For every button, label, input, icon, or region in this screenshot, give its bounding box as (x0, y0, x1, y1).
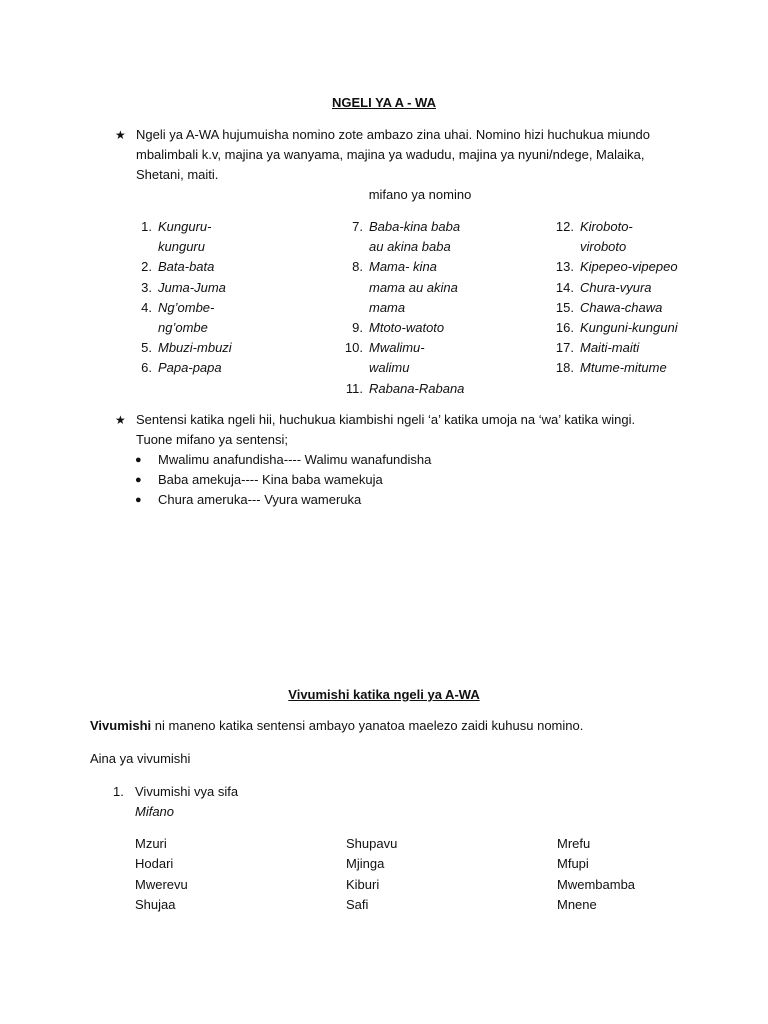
definition-paragraph (90, 716, 583, 736)
noun-example-line: viroboto (580, 239, 627, 255)
noun-example-line: Mtoto-watoto (369, 320, 445, 336)
noun-example (580, 217, 633, 257)
noun-example-line: Ng’ombe- (158, 299, 215, 315)
noun-example-line: Baba-kina baba (369, 219, 461, 234)
list-number: 2. (141, 259, 152, 275)
list-item: Hodari (135, 856, 174, 872)
list-item (336, 338, 464, 378)
list-item (336, 379, 464, 399)
noun-column-2 (336, 217, 464, 399)
section-title: Vivumishi katika ngeli ya A-WA (288, 687, 480, 702)
intro-text: Ngeli ya A-WA hujumuisha nomino zote ambazo zina uhai. Nomino hizi huchukua miundo mbalimbali k.v, majina ya wanyama, majina ya wadudu, majina ya nyuni/ndege, Malaika, Shetani, maiti. (136, 127, 651, 182)
list-item (127, 257, 232, 277)
list-item (135, 450, 431, 470)
noun-example (580, 257, 678, 277)
list-item (127, 298, 232, 338)
noun-example-line: Mtume-mitume (580, 360, 667, 376)
list-item (336, 318, 464, 338)
list-item (127, 338, 232, 358)
noun-example (158, 257, 214, 277)
list-label: Vivumishi vya sifa (135, 784, 239, 799)
sentence-list (135, 450, 431, 510)
noun-column-3 (547, 217, 678, 379)
list-item (135, 470, 431, 490)
list-number: 13. (555, 259, 574, 275)
noun-example (580, 298, 662, 318)
noun-example (369, 257, 458, 318)
list-number: 5. (141, 340, 152, 356)
noun-example-line: Chawa-chawa (580, 299, 663, 315)
list-item (336, 257, 464, 318)
types-heading: Aina ya vivumishi (90, 751, 191, 766)
bullet-dot-icon: ● (135, 474, 142, 486)
sentence-text: Mwalimu anafundisha---- Walimu wanafundisha (158, 452, 432, 467)
adjective-column-2 (346, 834, 397, 915)
list-number: 18. (555, 360, 574, 376)
noun-example (158, 217, 211, 257)
adjective-column-3 (557, 834, 635, 915)
list-number: 4. (141, 299, 152, 315)
list-item (127, 278, 232, 298)
noun-example-line: mama au akina (369, 279, 458, 295)
noun-example-line: Kunguru- (158, 219, 212, 234)
noun-example (580, 358, 667, 378)
list-item: Shupavu (346, 836, 398, 851)
list-item: Shujaa (135, 896, 176, 912)
list-item: Mnene (557, 896, 597, 912)
list-item: Mwembamba (557, 876, 636, 892)
sentences-paragraph (115, 410, 655, 450)
list-item (336, 217, 464, 257)
list-item (547, 278, 678, 298)
section-title: NGELI YA A - WA (331, 95, 436, 110)
list-item: Mfupi (557, 856, 589, 872)
definition-term: Vivumishi (90, 718, 152, 733)
noun-example-line: Mwalimu- (369, 340, 425, 356)
list-number: 11. (345, 380, 363, 396)
list-item: Safi (346, 896, 369, 912)
bullet-dot-icon: ● (135, 454, 142, 466)
examples-label: Mifano (135, 804, 175, 819)
list-item (547, 318, 678, 338)
list-number: 1. (113, 784, 124, 799)
noun-example (369, 379, 464, 399)
list-number: 10. (344, 340, 363, 356)
noun-example (580, 338, 639, 358)
examples-caption: mifano ya nomino (368, 187, 472, 202)
list-number: 12. (555, 219, 574, 234)
noun-example-line: Bata-bata (158, 259, 215, 275)
list-number: 7. (352, 219, 363, 234)
list-item: Mjinga (346, 856, 385, 872)
noun-example-line: Papa-papa (158, 360, 222, 376)
list-number: 3. (141, 279, 152, 295)
noun-example (580, 278, 652, 298)
noun-example (158, 358, 222, 378)
noun-example-line: mama (369, 299, 406, 315)
noun-example-line: Chura-vyura (580, 279, 652, 295)
sentence-text: Chura ameruka--- Vyura wameruka (158, 492, 362, 507)
noun-example-line: au akina baba (369, 239, 451, 255)
list-item: Mwerevu (135, 876, 188, 892)
star-bullet-icon: ★ (115, 413, 126, 427)
noun-example-line: kunguru (158, 239, 205, 255)
list-number: 9. (352, 320, 363, 336)
list-item (547, 298, 678, 318)
noun-example (158, 338, 232, 358)
list-item (547, 338, 678, 358)
adjective-column-1 (135, 834, 188, 915)
noun-example-line: ng’ombe (158, 320, 208, 336)
list-item (135, 490, 431, 510)
list-item (127, 217, 232, 257)
noun-example-line: Kiroboto- (580, 219, 633, 234)
list-item (547, 358, 678, 378)
list-number: 16. (555, 320, 574, 336)
noun-example-line: Kipepeo-vipepeo (580, 259, 678, 275)
intro-paragraph (115, 125, 655, 185)
sentence-text: Baba amekuja---- Kina baba wamekuja (158, 472, 383, 487)
noun-example-line: Juma-Juma (158, 279, 226, 295)
definition-text: ni maneno katika sentensi ambayo yanatoa maelezo zaidi kuhusu nomino. (151, 718, 584, 733)
noun-example-line: Mbuzi-mbuzi (158, 340, 232, 356)
sentences-intro-text: Sentensi katika ngeli hii, huchukua kiambishi ngeli ‘a’ katika umoja na ‘wa’ katika wingi. Tuone mifano ya sentensi; (136, 412, 636, 447)
noun-column-1 (127, 217, 232, 379)
noun-example (158, 298, 214, 338)
list-item: Kiburi (346, 876, 380, 892)
noun-example-line: walimu (369, 360, 410, 376)
noun-example (369, 318, 444, 338)
noun-example (369, 217, 460, 257)
noun-example-line: Mama- kina (369, 259, 437, 275)
list-number: 15. (555, 299, 574, 315)
noun-example (580, 318, 678, 338)
list-number: 17. (555, 340, 574, 356)
noun-example (369, 338, 425, 378)
list-number: 14. (555, 279, 574, 295)
list-number: 8. (352, 259, 363, 275)
list-item (127, 358, 232, 378)
noun-example (158, 278, 226, 298)
noun-example-line: Rabana-Rabana (369, 380, 465, 396)
list-item (547, 257, 678, 277)
types-list (113, 782, 238, 822)
noun-example-line: Kunguni-kunguni (580, 320, 678, 336)
list-item (547, 217, 678, 257)
bullet-dot-icon: ● (135, 494, 142, 506)
list-number: 6. (141, 360, 152, 376)
list-number: 1. (141, 219, 152, 234)
noun-example-line: Maiti-maiti (580, 340, 640, 356)
list-item: Mrefu (557, 836, 591, 851)
list-item (113, 782, 238, 802)
star-bullet-icon: ★ (115, 128, 126, 142)
list-item: Mzuri (135, 836, 167, 851)
